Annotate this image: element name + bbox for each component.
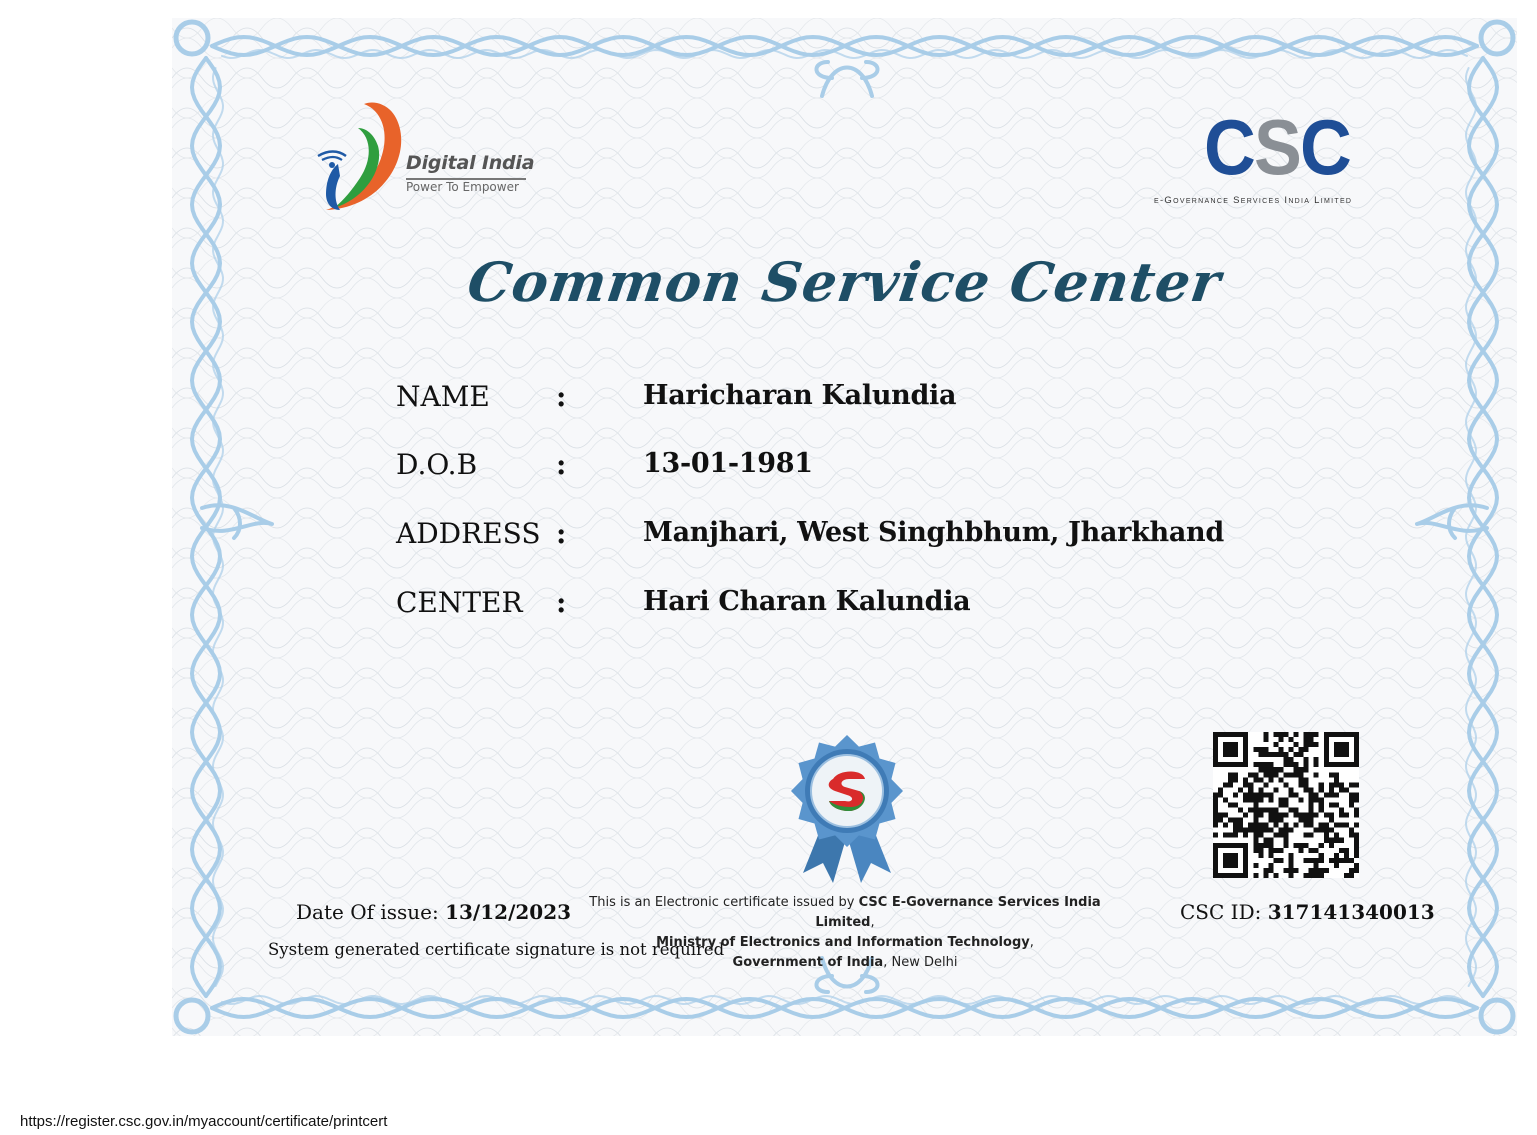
field-row-center [396,586,1396,626]
csc-letter-s: S [1253,103,1301,191]
certificate-title: Common Service Center [463,250,1226,314]
field-value-dob: 13-01-1981 [643,448,813,479]
certificate [172,18,1517,1036]
csc-letter-c1: C [1204,103,1254,191]
issuer-line-1 [570,893,1120,933]
issuer-ministry: Ministry of Electronics and Information Technology [656,935,1030,950]
digital-india-mark-icon [304,98,404,218]
date-of-issue-label: Date Of issue: [296,900,439,924]
field-separator: : [556,586,567,619]
issuer-line-2 [570,933,1120,953]
issuer-prefix: This is an Electronic certificate issued by [589,895,859,910]
field-label-name: NAME [396,380,490,413]
award-ribbon-seal-icon [789,723,905,883]
issuer-statement [570,893,1120,973]
digital-india-name: Digital India [406,152,535,174]
digital-india-tagline: Power To Empower [406,180,519,194]
csc-id-label: CSC ID: [1180,900,1262,924]
csc-id-value: 317141340013 [1267,900,1435,924]
qr-code-icon [1213,732,1359,878]
field-separator: : [556,380,567,413]
issuer-ministry-suffix: , [1029,935,1034,950]
field-separator: : [556,448,567,481]
csc-logo [1150,103,1410,214]
field-label-address: ADDRESS [396,517,541,550]
issuer-government: Government of India [732,955,884,970]
field-label-center: CENTER [396,586,523,619]
issuer-org: CSC E-Governance Services India Limited [815,895,1101,930]
issuer-line-3 [570,953,1120,973]
field-value-address: Manjhari, West Singhbhum, Jharkhand [643,517,1224,548]
csc-id [1180,900,1435,924]
field-row-dob [396,448,1396,488]
digital-india-logo [304,98,534,218]
field-label-dob: D.O.B [396,448,478,481]
issuer-location: , New Delhi [883,955,958,970]
field-separator: : [556,517,567,550]
csc-subtitle: e-Governance Services India Limited [1154,195,1353,206]
date-of-issue-value: 13/12/2023 [445,900,572,924]
csc-wordmark [1204,103,1351,191]
csc-letter-c2: C [1300,103,1351,191]
system-note: System generated certificate signature is not required [268,940,725,959]
field-row-address [396,517,1396,557]
date-of-issue [296,900,571,924]
field-row-name [396,380,1396,420]
field-value-name: Haricharan Kalundia [643,380,957,411]
issuer-org-suffix: , [870,915,875,930]
page-url: https://register.csc.gov.in/myaccount/certificate/printcert [20,1113,388,1130]
field-value-center: Hari Charan Kalundia [643,586,971,617]
